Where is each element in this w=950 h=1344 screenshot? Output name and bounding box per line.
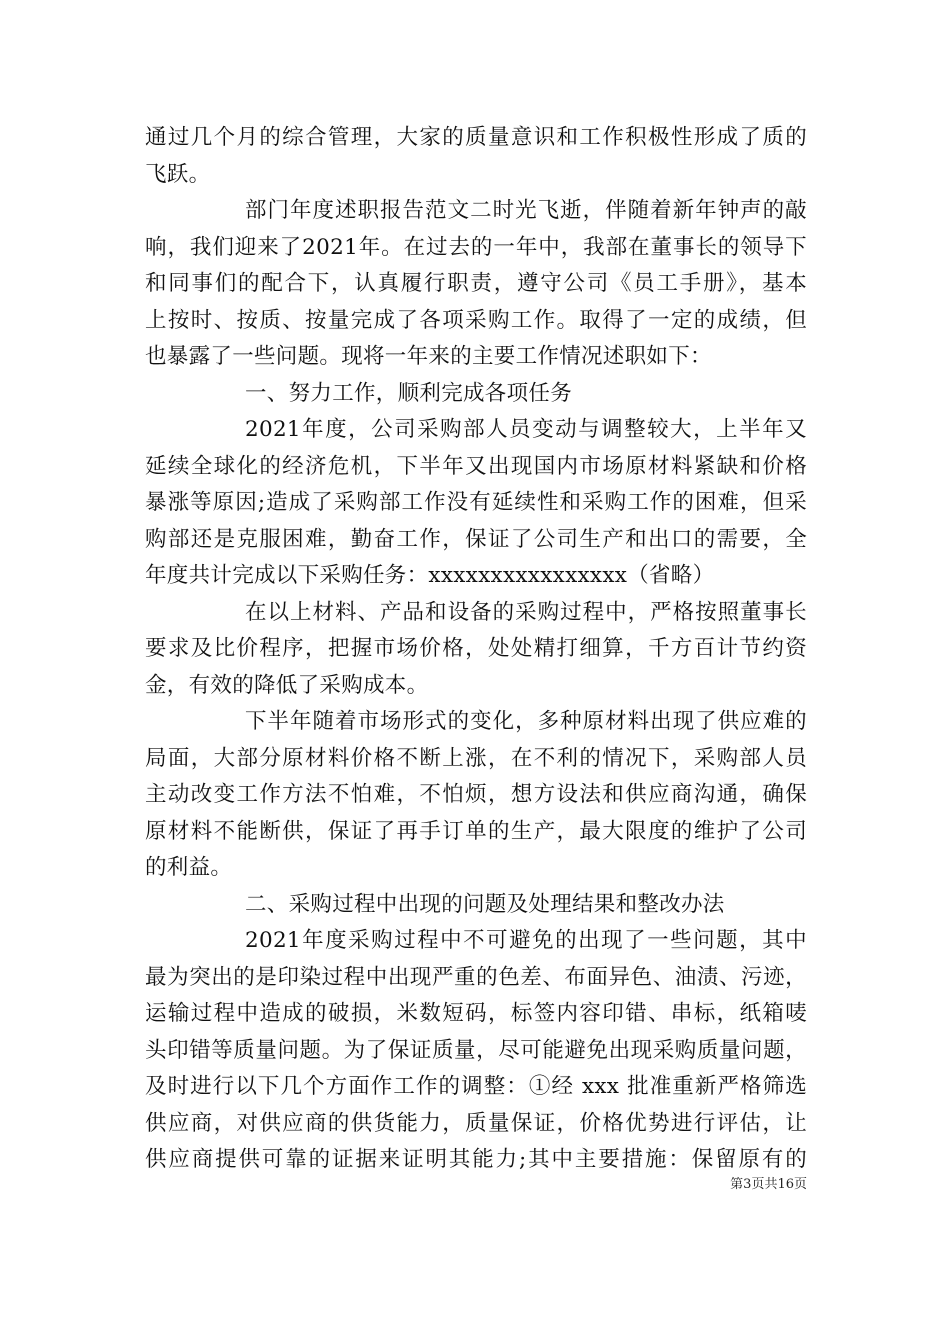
text-line: 通过几个月的综合管理，大家的质量意识和工作积极性形成了质的 bbox=[145, 125, 807, 150]
text-line: 的利益。 bbox=[145, 855, 233, 880]
text-line: 供应商提供可靠的证据来证明其能力;其中主要措施：保留原有的 bbox=[145, 1147, 807, 1172]
text-line: 上按时、按质、按量完成了各项采购工作。取得了一定的成绩，但 bbox=[145, 307, 807, 333]
text-line: 及时进行以下几个方面作工作的调整：①经 xxx 批准重新严格筛选 bbox=[145, 1074, 807, 1099]
text-line: 延续全球化的经济危机，下半年又出现国内市场原材料紧缺和价格 bbox=[145, 453, 807, 479]
text-line: 飞跃。 bbox=[145, 161, 211, 187]
text-line: 主动改变工作方法不怕难，不怕烦，想方设法和供应商沟通，确保 bbox=[145, 782, 807, 807]
paragraph bbox=[145, 595, 807, 705]
text-line: 购部还是克服困难，勤奋工作，保证了公司生产和出口的需要，全 bbox=[145, 526, 807, 552]
document-body bbox=[145, 120, 807, 1179]
text-line: 在以上材料、产品和设备的采购过程中，严格按照董事长 bbox=[245, 599, 807, 625]
text-line: 2021年度，公司采购部人员变动与调整较大，上半年又 bbox=[245, 417, 807, 442]
text-line: 和同事们的配合下，认真履行职责，遵守公司《员工手册》，基本 bbox=[145, 271, 807, 296]
page-number: 第3页共16页 bbox=[730, 1177, 807, 1192]
text-line: 暴涨等原因;造成了采购部工作没有延续性和采购工作的困难，但采 bbox=[145, 490, 807, 515]
paragraph bbox=[145, 193, 807, 376]
text-line: 供应商，对供应商的供货能力，质量保证，价格优势进行评估，让 bbox=[145, 1110, 807, 1136]
paragraph bbox=[145, 120, 807, 193]
paragraph bbox=[145, 887, 807, 924]
text-line: 要求及比价程序，把握市场价格，处处精打细算，千方百计节约资 bbox=[145, 636, 807, 661]
text-line: 局面，大部分原材料价格不断上涨，在不利的情况下，采购部人员 bbox=[145, 745, 807, 771]
text-line: 金，有效的降低了采购成本。 bbox=[145, 672, 429, 698]
text-line: 头印错等质量问题。为了保证质量，尽可能避免出现采购质量问题， bbox=[145, 1037, 807, 1063]
paragraph bbox=[145, 376, 807, 413]
text-line: 2021年度采购过程中不可避免的出现了一些问题，其中 bbox=[245, 928, 807, 953]
text-line: 一、努力工作，顺利完成各项任务 bbox=[245, 380, 573, 406]
text-line: 运输过程中造成的破损，米数短码，标签内容印错、串标，纸箱唛 bbox=[145, 1001, 807, 1026]
text-line: 年度共计完成以下采购任务：xxxxxxxxxxxxxxxx（省略） bbox=[145, 563, 715, 588]
text-line: 响，我们迎来了2021年。在过去的一年中，我部在董事长的领导下 bbox=[145, 234, 807, 260]
text-line: 也暴露了一些问题。现将一年来的主要工作情况述职如下： bbox=[145, 344, 712, 369]
text-line: 部门年度述职报告范文二时光飞逝，伴随着新年钟声的敲 bbox=[245, 198, 807, 223]
paragraph bbox=[145, 412, 807, 595]
paragraph bbox=[145, 923, 807, 1179]
text-line: 最为突出的是印染过程中出现严重的色差、布面异色、油渍、污迹， bbox=[145, 964, 807, 990]
text-line: 原材料不能断供，保证了再手订单的生产，最大限度的维护了公司 bbox=[145, 818, 807, 844]
paragraph bbox=[145, 704, 807, 887]
text-line: 下半年随着市场形式的变化，多种原材料出现了供应难的 bbox=[245, 709, 807, 734]
text-line: 二、采购过程中出现的问题及处理结果和整改办法 bbox=[245, 891, 725, 917]
